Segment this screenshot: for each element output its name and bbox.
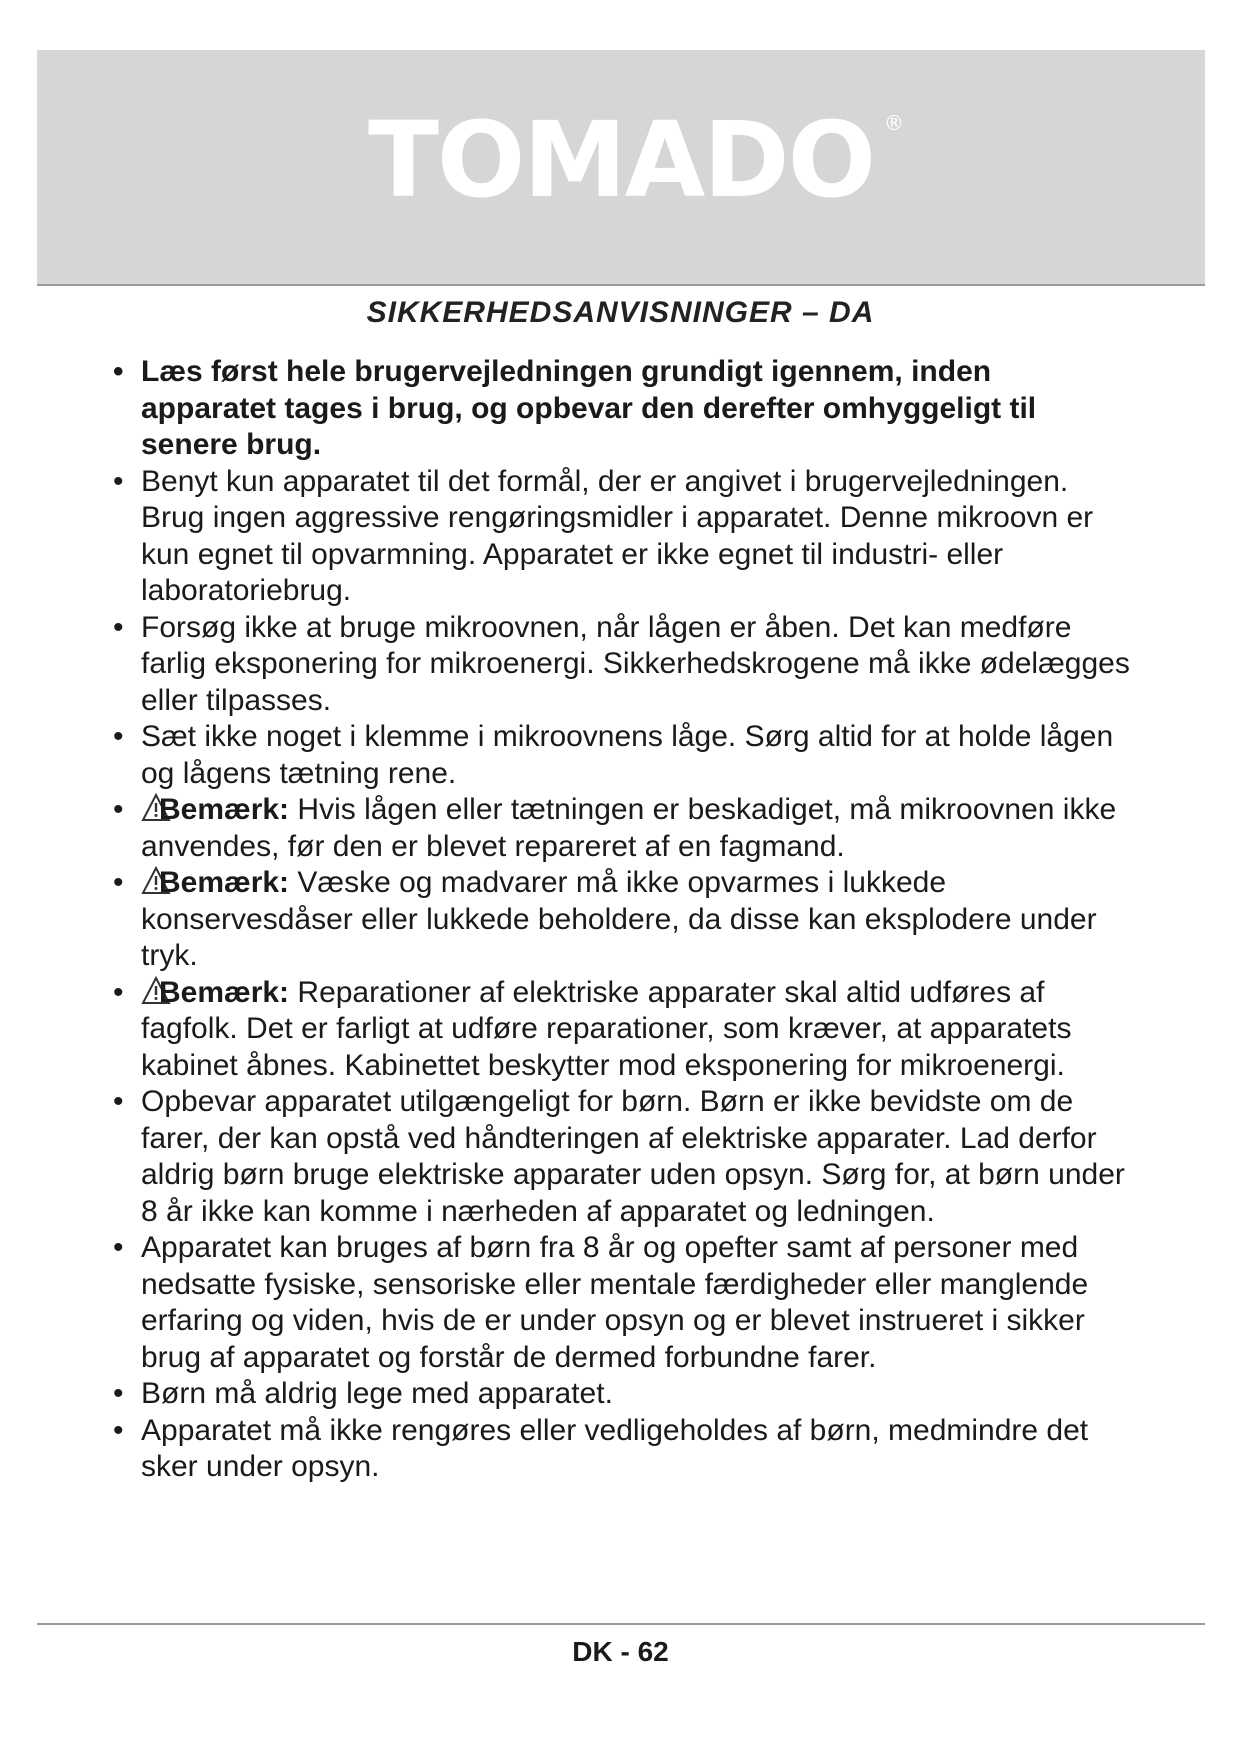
list-item-text: Sæt ikke noget i klemme i mikroovnens låge. Sørg altid for at holde lågen og lågens tætning rene. [141,720,1114,790]
list-item [113,792,1133,865]
list-item [113,1084,1133,1230]
note-label: Bemærk: [159,866,290,899]
header-band [37,50,1205,286]
bullet-icon: • [113,793,124,826]
bullet-icon: • [113,720,124,753]
note-label: Bemærk: [159,975,290,1009]
list-item-text: Væske og madvarer må ikke opvarmes i lukkede konservesdåser eller lukkede beholdere, da disse kan eksplodere under tryk. [141,866,1097,972]
list-item [113,1230,1133,1376]
bullet-icon: • [113,975,124,1009]
list-item-text: Opbevar apparatet utilgængeligt for børn. Børn er ikke bevidste om de farer, der kan opstå ved håndteringen af elektriske apparater. Lad derfor aldrig børn bruge elektriske apparater uden opsyn. Sørg for, at børn under 8 år ikke kan komme i nærheden af apparatet og ledningen. [141,1085,1125,1228]
list-item-text: Læs først hele brugervejledningen grundigt igennem, inden apparatet tages i brug, og opbevar den derefter omhyggeligt til senere brug. [141,355,1037,461]
list-item [113,1413,1133,1486]
list-item-text: Børn må aldrig lege med apparatet. [141,1377,613,1410]
bullet-icon: • [113,1377,124,1410]
list-item [113,354,1133,464]
list-item-text: Reparationer af elektriske apparater skal altid udføres af fagfolk. Det er farligt at udføre reparationer, som kræver, at apparatets kabinet åbnes. Kabinettet beskytter mod eksponering for mikroenergi. [141,975,1072,1082]
bullet-icon: • [113,464,124,498]
safety-instructions-list [113,354,1133,1486]
bullet-icon: • [113,610,124,644]
list-item-text: Benyt kun apparatet til det formål, der er angivet i brugervejledningen. Brug ingen aggressive rengøringsmidler i apparatet. Denne mikroovn er kun egnet til opvarmning. Apparatet er ikke egnet til industri- eller laboratoriebrug. [141,464,1094,607]
list-item-text: Apparatet kan bruges af børn fra 8 år og opefter samt af personer med nedsatte fysiske, sensoriske eller mentale færdigheder eller manglende erfaring og viden, hvis de er under opsyn og er blevet instrueret i sikker brug af apparatet og forstår de dermed forbundne farer. [141,1231,1089,1374]
list-item-text: Hvis lågen eller tætningen er beskadiget, må mikroovnen ikke anvendes, før den er blevet repareret af en fagmand. [141,793,1117,863]
page-number: DK - 62 [572,1636,669,1667]
footer-divider [37,1623,1205,1625]
logo-text: TOMADO [367,99,875,221]
list-item [113,1376,1133,1413]
bullet-icon: • [113,355,124,388]
list-item [113,865,1133,975]
bullet-icon: • [113,1413,124,1447]
list-item-text: Apparatet må ikke rengøres eller vedligeholdes af børn, medmindre det sker under opsyn. [141,1413,1089,1483]
list-item [113,719,1133,792]
page-title: SIKKERHEDSANVISNINGER – DA [366,296,875,329]
bullet-icon: • [113,1085,124,1118]
list-item-text: Forsøg ikke at bruge mikroovnen, når lågen er åben. Det kan medføre farlig eksponering for mikroenergi. Sikkerhedskrogene må ikke ødelægges eller tilpasses. [141,610,1130,717]
brand-logo [367,99,905,221]
list-item [113,464,1133,610]
bullet-icon: • [113,866,124,899]
registered-mark: ® [884,111,905,135]
list-item [113,975,1133,1085]
list-item [113,610,1133,720]
note-label: Bemærk: [159,793,290,826]
bullet-icon: • [113,1231,124,1264]
